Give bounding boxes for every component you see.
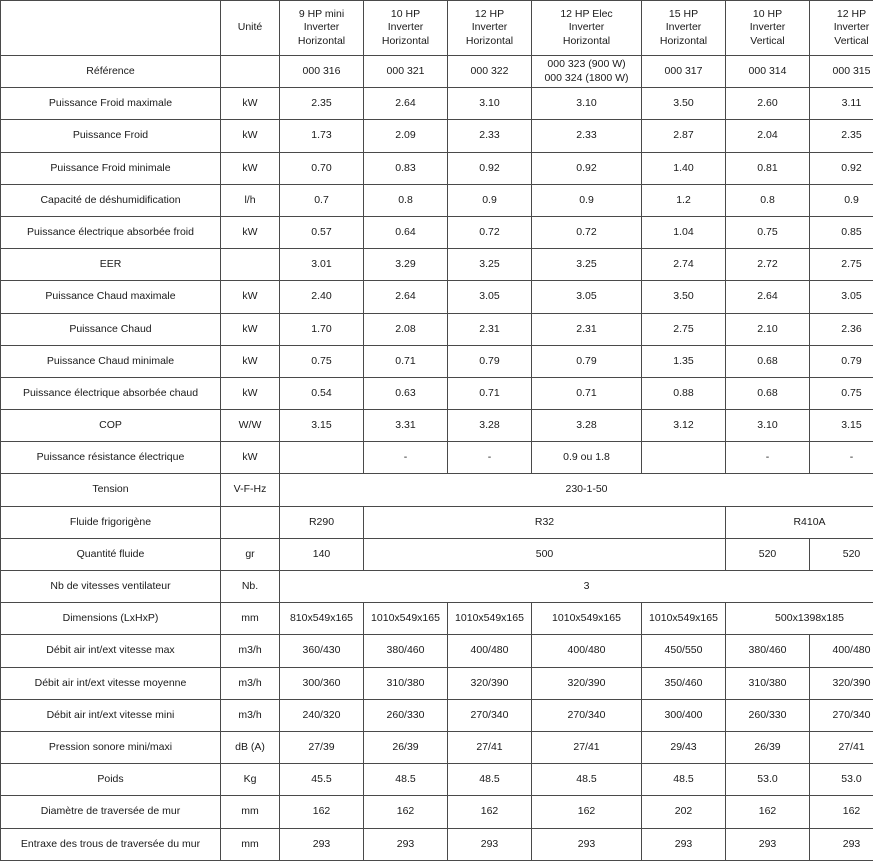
cell-value: 0.72	[532, 216, 642, 248]
header-line-2: Inverter	[451, 21, 528, 34]
cell-value: 26/39	[726, 731, 810, 763]
row-unit: m3/h	[221, 667, 280, 699]
cell-value: 2.87	[642, 120, 726, 152]
cell-value: 0.75	[726, 216, 810, 248]
cell-value: 400/480	[532, 635, 642, 667]
cell-value: -	[448, 442, 532, 474]
header-model-9hp-mini-inverter-horizontal	[280, 1, 364, 56]
cell-value: 2.35	[810, 120, 873, 152]
cell-value: 2.33	[532, 120, 642, 152]
row-unit: Kg	[221, 764, 280, 796]
table-row	[1, 249, 873, 281]
cell-value: 0.9	[448, 184, 532, 216]
cell-value: 293	[532, 828, 642, 860]
cell-value: 520	[810, 538, 873, 570]
cell-value: 3.15	[810, 410, 873, 442]
cell-value: 2.31	[448, 313, 532, 345]
cell-value: 2.36	[810, 313, 873, 345]
header-model-10hp-inverter-horizontal	[364, 1, 448, 56]
cell-value: 1.04	[642, 216, 726, 248]
cell-value: 0.75	[810, 377, 873, 409]
row-unit: dB (A)	[221, 731, 280, 763]
cell-value: 0.7	[280, 184, 364, 216]
cell-value: 0.68	[726, 345, 810, 377]
cell-value: 270/340	[810, 699, 873, 731]
table-row	[1, 216, 873, 248]
cell-value: 45.5	[280, 764, 364, 796]
table-row	[1, 281, 873, 313]
cell-value: 0.70	[280, 152, 364, 184]
row-unit: m3/h	[221, 635, 280, 667]
table-row	[1, 56, 873, 88]
cell-value: 162	[726, 796, 810, 828]
header-line-1: 10 HP	[729, 8, 806, 21]
row-unit: mm	[221, 796, 280, 828]
header-line-1: 12 HP	[451, 8, 528, 21]
row-unit: gr	[221, 538, 280, 570]
cell-value: 202	[642, 796, 726, 828]
cell-value: 3.05	[448, 281, 532, 313]
table-row	[1, 88, 873, 120]
cell-value: 0.54	[280, 377, 364, 409]
row-label: Entraxe des trous de traversée du mur	[1, 828, 221, 860]
cell-value: 400/480	[448, 635, 532, 667]
cell-value: 810x549x165	[280, 603, 364, 635]
cell-value: 48.5	[364, 764, 448, 796]
cell-value: 0.79	[810, 345, 873, 377]
cell-value: 53.0	[810, 764, 873, 796]
row-label: Diamètre de traversée de mur	[1, 796, 221, 828]
table-row-quantite-fluide	[1, 538, 873, 570]
row-unit: kW	[221, 281, 280, 313]
table-row	[1, 410, 873, 442]
row-label: Débit air int/ext vitesse mini	[1, 699, 221, 731]
cell-value: 0.88	[642, 377, 726, 409]
row-unit: kW	[221, 313, 280, 345]
cell-value: 162	[364, 796, 448, 828]
header-blank	[1, 1, 221, 56]
row-unit: kW	[221, 216, 280, 248]
cell-value: 293	[642, 828, 726, 860]
cell-value: 3.29	[364, 249, 448, 281]
cell-value: 000 315	[810, 56, 873, 88]
cell-value: 310/380	[726, 667, 810, 699]
cell-value: 293	[810, 828, 873, 860]
cell-value: 3.10	[726, 410, 810, 442]
table-row	[1, 345, 873, 377]
table-row-fluide	[1, 506, 873, 538]
table-row	[1, 313, 873, 345]
cell-value: 27/41	[532, 731, 642, 763]
cell-value: -	[364, 442, 448, 474]
header-line-3: Horizontal	[451, 35, 528, 48]
row-unit	[221, 249, 280, 281]
cell-value: 3.25	[532, 249, 642, 281]
cell-value: 320/390	[448, 667, 532, 699]
row-unit: Nb.	[221, 571, 280, 603]
row-label: Puissance Froid maximale	[1, 88, 221, 120]
row-label: Puissance Chaud minimale	[1, 345, 221, 377]
cell-value: 300/360	[280, 667, 364, 699]
cell-value: 3.10	[532, 88, 642, 120]
header-line-3: Horizontal	[367, 35, 444, 48]
row-label: Dimensions (LxHxP)	[1, 603, 221, 635]
row-label: Fluide frigorigène	[1, 506, 221, 538]
cell-value: 3.50	[642, 88, 726, 120]
cell-value-merged: R410A	[726, 506, 873, 538]
cell-value: 450/550	[642, 635, 726, 667]
row-label: COP	[1, 410, 221, 442]
cell-value: 2.31	[532, 313, 642, 345]
header-line-1: 15 HP	[645, 8, 722, 21]
cell-value: 162	[810, 796, 873, 828]
cell-value: 000 314	[726, 56, 810, 88]
row-unit: l/h	[221, 184, 280, 216]
cell-value: 0.92	[448, 152, 532, 184]
cell-value: 0.71	[448, 377, 532, 409]
cell-value: 0.79	[448, 345, 532, 377]
table-row	[1, 184, 873, 216]
cell-value: 0.81	[726, 152, 810, 184]
cell-value: 140	[280, 538, 364, 570]
header-line-3: Vertical	[813, 35, 873, 48]
table-header	[1, 1, 873, 56]
cell-value: 320/390	[810, 667, 873, 699]
cell-value: 2.75	[642, 313, 726, 345]
cell-value: 2.72	[726, 249, 810, 281]
header-line-1: 9 HP mini	[283, 8, 360, 21]
cell-value: 0.75	[280, 345, 364, 377]
cell-value: 0.64	[364, 216, 448, 248]
row-label: Puissance Chaud maximale	[1, 281, 221, 313]
cell-value: 360/430	[280, 635, 364, 667]
cell-value	[280, 442, 364, 474]
table-row	[1, 635, 873, 667]
cell-value: 0.83	[364, 152, 448, 184]
cell-value: 162	[280, 796, 364, 828]
header-line-2: Inverter	[535, 21, 638, 34]
table-body	[1, 56, 873, 861]
cell-value: 3.50	[642, 281, 726, 313]
cell-value: 000 321	[364, 56, 448, 88]
table-row-tension	[1, 474, 873, 506]
row-label: Puissance électrique absorbée chaud	[1, 377, 221, 409]
header-model-12hp-elec-inverter-horizontal	[532, 1, 642, 56]
cell-value: 3.11	[810, 88, 873, 120]
row-label: Puissance électrique absorbée froid	[1, 216, 221, 248]
cell-value: 26/39	[364, 731, 448, 763]
header-line-3: Horizontal	[283, 35, 360, 48]
cell-value: 400/480	[810, 635, 873, 667]
cell-value: 0.9	[532, 184, 642, 216]
cell-value: 000 317	[642, 56, 726, 88]
row-unit	[221, 506, 280, 538]
cell-value: 350/460	[642, 667, 726, 699]
row-unit: m3/h	[221, 699, 280, 731]
row-label: Référence	[1, 56, 221, 88]
header-line-1: 12 HP Elec	[535, 8, 638, 21]
row-label: Poids	[1, 764, 221, 796]
header-model-12hp-inverter-vertical	[810, 1, 873, 56]
row-unit: kW	[221, 377, 280, 409]
row-unit: V-F-Hz	[221, 474, 280, 506]
cell-value-multiline	[532, 56, 642, 88]
header-unit: Unité	[221, 1, 280, 56]
table-row-vitesses	[1, 571, 873, 603]
header-model-12hp-inverter-horizontal	[448, 1, 532, 56]
cell-value-merged: R32	[364, 506, 726, 538]
cell-value: -	[810, 442, 873, 474]
table-row	[1, 667, 873, 699]
table-row-dimensions	[1, 603, 873, 635]
cell-value: 0.71	[532, 377, 642, 409]
cell-value: 0.63	[364, 377, 448, 409]
cell-value: 2.64	[726, 281, 810, 313]
cell-value: 3.15	[280, 410, 364, 442]
header-model-15hp-inverter-horizontal	[642, 1, 726, 56]
cell-value: 0.85	[810, 216, 873, 248]
cell-value: 380/460	[726, 635, 810, 667]
cell-value: 1010x549x165	[532, 603, 642, 635]
cell-value: 2.60	[726, 88, 810, 120]
cell-value: 293	[448, 828, 532, 860]
cell-value: 1.70	[280, 313, 364, 345]
row-unit: mm	[221, 603, 280, 635]
cell-value: 0.8	[364, 184, 448, 216]
row-label: Pression sonore mini/maxi	[1, 731, 221, 763]
cell-value: 3.28	[448, 410, 532, 442]
cell-value: 2.64	[364, 281, 448, 313]
cell-value: 53.0	[726, 764, 810, 796]
cell-value: 162	[448, 796, 532, 828]
cell-value: 2.10	[726, 313, 810, 345]
cell-value: 000 316	[280, 56, 364, 88]
cell-value: 320/390	[532, 667, 642, 699]
cell-value: 0.68	[726, 377, 810, 409]
cell-value: 3.01	[280, 249, 364, 281]
cell-value: 3.28	[532, 410, 642, 442]
row-label: Puissance résistance électrique	[1, 442, 221, 474]
cell-value: 260/330	[364, 699, 448, 731]
row-label: Quantité fluide	[1, 538, 221, 570]
cell-value: 0.72	[448, 216, 532, 248]
cell-value: 1.2	[642, 184, 726, 216]
cell-value: 2.35	[280, 88, 364, 120]
cell-value: 48.5	[642, 764, 726, 796]
row-label: Débit air int/ext vitesse max	[1, 635, 221, 667]
table-row	[1, 828, 873, 860]
cell-value: 3.12	[642, 410, 726, 442]
cell-value: 1010x549x165	[448, 603, 532, 635]
cell-value: 293	[364, 828, 448, 860]
cell-value: 2.09	[364, 120, 448, 152]
cell-value: 260/330	[726, 699, 810, 731]
header-line-2: Inverter	[645, 21, 722, 34]
cell-value: 2.75	[810, 249, 873, 281]
cell-value	[642, 442, 726, 474]
cell-value: -	[726, 442, 810, 474]
row-label: Puissance Froid minimale	[1, 152, 221, 184]
row-label: Tension	[1, 474, 221, 506]
table-row	[1, 120, 873, 152]
header-line-2: Inverter	[283, 21, 360, 34]
cell-value: 27/41	[810, 731, 873, 763]
header-model-10hp-inverter-vertical	[726, 1, 810, 56]
cell-value: 3.05	[810, 281, 873, 313]
cell-value: 2.33	[448, 120, 532, 152]
row-unit: kW	[221, 152, 280, 184]
header-line-2: Inverter	[367, 21, 444, 34]
cell-value: 3.25	[448, 249, 532, 281]
cell-value: 3.31	[364, 410, 448, 442]
cell-value: 0.57	[280, 216, 364, 248]
row-label: Puissance Chaud	[1, 313, 221, 345]
table-row	[1, 699, 873, 731]
cell-value: 3.10	[448, 88, 532, 120]
cell-value: 240/320	[280, 699, 364, 731]
table-row	[1, 796, 873, 828]
cell-value: 2.04	[726, 120, 810, 152]
row-label: EER	[1, 249, 221, 281]
table-row	[1, 442, 873, 474]
cell-value: 520	[726, 538, 810, 570]
cell-value: 0.8	[726, 184, 810, 216]
cell-value: 27/41	[448, 731, 532, 763]
cell-value: R290	[280, 506, 364, 538]
row-unit: mm	[221, 828, 280, 860]
table-row	[1, 152, 873, 184]
cell-value: 0.92	[532, 152, 642, 184]
cell-value: 162	[532, 796, 642, 828]
cell-value: 2.40	[280, 281, 364, 313]
row-unit	[221, 56, 280, 88]
row-unit: kW	[221, 345, 280, 377]
header-line-2: Inverter	[729, 21, 806, 34]
cell-value: 3.05	[532, 281, 642, 313]
header-line-3: Horizontal	[535, 35, 638, 48]
table-row	[1, 731, 873, 763]
cell-value: 293	[726, 828, 810, 860]
cell-value: 270/340	[448, 699, 532, 731]
cell-value-merged: 500	[364, 538, 726, 570]
cell-value: 2.74	[642, 249, 726, 281]
cell-value: 0.71	[364, 345, 448, 377]
cell-value: 27/39	[280, 731, 364, 763]
cell-value: 310/380	[364, 667, 448, 699]
cell-value: 1010x549x165	[364, 603, 448, 635]
cell-value: 270/340	[532, 699, 642, 731]
cell-value: 1.35	[642, 345, 726, 377]
cell-value: 0.79	[532, 345, 642, 377]
row-unit: kW	[221, 442, 280, 474]
row-label: Débit air int/ext vitesse moyenne	[1, 667, 221, 699]
cell-line-1: 000 323 (900 W)	[535, 58, 638, 71]
row-label: Capacité de déshumidification	[1, 184, 221, 216]
row-unit: W/W	[221, 410, 280, 442]
cell-value: 1.40	[642, 152, 726, 184]
cell-value: 48.5	[532, 764, 642, 796]
cell-value: 300/400	[642, 699, 726, 731]
header-line-2: Inverter	[813, 21, 873, 34]
cell-value-merged: 3	[280, 571, 873, 603]
header-line-1: 12 HP	[813, 8, 873, 21]
cell-value: 0.9 ou 1.8	[532, 442, 642, 474]
cell-value: 000 322	[448, 56, 532, 88]
cell-value: 0.9	[810, 184, 873, 216]
row-label: Puissance Froid	[1, 120, 221, 152]
header-line-1: 10 HP	[367, 8, 444, 21]
cell-value: 293	[280, 828, 364, 860]
cell-value: 1.73	[280, 120, 364, 152]
cell-value: 380/460	[364, 635, 448, 667]
table-row	[1, 764, 873, 796]
cell-value: 2.64	[364, 88, 448, 120]
header-line-3: Vertical	[729, 35, 806, 48]
cell-value: 1010x549x165	[642, 603, 726, 635]
header-row	[1, 1, 873, 56]
row-label: Nb de vitesses ventilateur	[1, 571, 221, 603]
cell-value: 48.5	[448, 764, 532, 796]
row-unit: kW	[221, 120, 280, 152]
cell-value: 2.08	[364, 313, 448, 345]
row-unit: kW	[221, 88, 280, 120]
table-row	[1, 377, 873, 409]
cell-value-merged: 230-1-50	[280, 474, 873, 506]
cell-line-2: 000 324 (1800 W)	[535, 72, 638, 85]
cell-value-merged: 500x1398x185	[726, 603, 873, 635]
cell-value: 0.92	[810, 152, 873, 184]
header-line-3: Horizontal	[645, 35, 722, 48]
cell-value: 29/43	[642, 731, 726, 763]
